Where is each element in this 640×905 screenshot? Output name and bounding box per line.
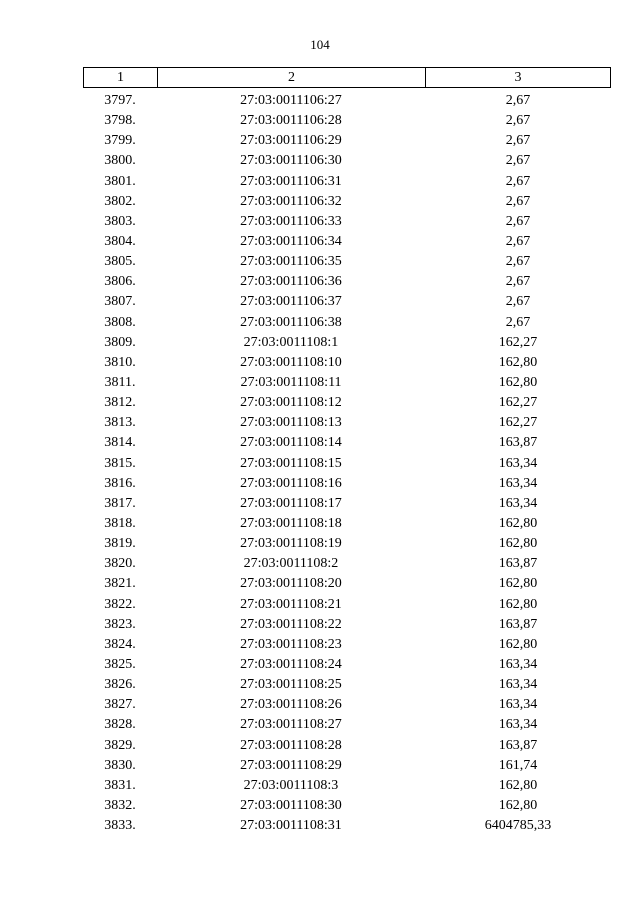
column-header-2: 2 [158,68,426,87]
row-value: 2,67 [505,314,531,330]
row-value: 162,80 [498,797,538,813]
row-value: 163,34 [498,495,538,511]
row-number: 3798. [104,113,136,129]
table-row [83,715,611,735]
row-value: 163,34 [498,656,538,672]
cadastral-number: 27:03:0011108:15 [240,455,342,471]
row-value: 162,80 [498,636,538,652]
cadastral-number: 27:03:0011108:21 [240,596,342,612]
row-value: 163,34 [498,475,538,491]
row-number: 3827. [104,697,136,713]
table-row [83,796,611,816]
table-row [83,212,611,232]
row-number: 3805. [104,254,136,270]
cadastral-number: 27:03:0011106:37 [240,294,342,310]
row-number: 3807. [104,294,136,310]
row-value: 163,34 [498,455,538,471]
table-row [83,91,611,111]
table-row [83,454,611,474]
table-row [83,695,611,715]
table-row [83,494,611,514]
row-number: 3802. [104,193,136,209]
row-value: 2,67 [505,193,531,209]
table-body [83,91,611,836]
cadastral-number: 27:03:0011108:19 [240,536,342,552]
row-value: 2,67 [505,294,531,310]
column-header-1: 1 [84,68,158,87]
row-number: 3825. [104,656,136,672]
row-value: 163,34 [498,697,538,713]
cadastral-number: 27:03:0011108:22 [240,616,342,632]
table-row [83,252,611,272]
row-number: 3823. [104,616,136,632]
cadastral-number: 27:03:0011108:11 [240,374,342,390]
row-number: 3826. [104,677,136,693]
table-row [83,131,611,151]
row-value: 162,27 [498,395,538,411]
table-row [83,514,611,534]
row-number: 3804. [104,233,136,249]
table-row [83,756,611,776]
row-value: 2,67 [505,153,531,169]
table-row [83,474,611,494]
cadastral-number: 27:03:0011108:26 [240,697,342,713]
table-row [83,595,611,615]
cadastral-number: 27:03:0011108:25 [240,677,342,693]
cadastral-number: 27:03:0011108:28 [240,737,342,753]
table-row [83,816,611,836]
row-value: 162,27 [498,415,538,431]
row-number: 3810. [104,354,136,370]
cadastral-number: 27:03:0011108:18 [240,515,342,531]
row-number: 3809. [104,334,136,350]
row-value: 162,80 [498,374,538,390]
row-value: 162,27 [498,334,538,350]
cadastral-number: 27:03:0011108:13 [240,415,342,431]
table-row [83,615,611,635]
table-row [83,313,611,333]
row-number: 3800. [104,153,136,169]
table-header [83,67,611,88]
cadastral-number: 27:03:0011108:2 [243,556,339,572]
row-value: 161,74 [498,757,538,773]
cadastral-number: 27:03:0011108:1 [243,334,339,350]
row-value: 2,67 [505,173,531,189]
row-number: 3828. [104,717,136,733]
row-number: 3806. [104,274,136,290]
table-row [83,353,611,373]
cadastral-number: 27:03:0011106:36 [240,274,342,290]
table-row [83,675,611,695]
row-number: 3811. [104,374,136,390]
row-value: 163,87 [498,556,538,572]
cadastral-number: 27:03:0011108:24 [240,656,342,672]
cadastral-number: 27:03:0011106:28 [240,113,342,129]
row-value: 6404785,33 [484,818,552,834]
cadastral-number: 27:03:0011108:3 [243,777,339,793]
cadastral-number: 27:03:0011108:16 [240,475,342,491]
row-value: 162,80 [498,576,538,592]
cadastral-number: 27:03:0011108:12 [240,395,342,411]
cadastral-number: 27:03:0011106:35 [240,254,342,270]
row-value: 2,67 [505,93,531,108]
row-value: 2,67 [505,233,531,249]
row-number: 3818. [104,515,136,531]
row-number: 3820. [104,556,136,572]
row-number: 3817. [104,495,136,511]
column-header-3: 3 [514,70,522,85]
row-number: 3815. [104,455,136,471]
row-value: 162,80 [498,354,538,370]
cadastral-number: 27:03:0011108:31 [240,818,342,834]
row-number: 3829. [104,737,136,753]
row-number: 3799. [104,133,136,149]
row-number: 3803. [104,213,136,229]
row-value: 162,80 [498,777,538,793]
table-row [83,413,611,433]
cadastral-number: 27:03:0011108:10 [240,354,342,370]
row-number: 3813. [104,415,136,431]
table-row [83,172,611,192]
row-number: 3821. [104,576,136,592]
row-value: 2,67 [505,213,531,229]
cadastral-number: 27:03:0011106:29 [240,133,342,149]
table-row [83,192,611,212]
table-row [83,272,611,292]
cadastral-number: 27:03:0011106:33 [240,213,342,229]
table-row [83,736,611,756]
row-value: 2,67 [505,133,531,149]
row-number: 3816. [104,475,136,491]
row-number: 3824. [104,636,136,652]
row-number: 3832. [104,797,136,813]
row-number: 3831. [104,777,136,793]
cadastral-number: 27:03:0011108:29 [240,757,342,773]
table-row [83,635,611,655]
row-number: 3822. [104,596,136,612]
row-number: 3819. [104,536,136,552]
cadastral-number: 27:03:0011108:30 [240,797,342,813]
table-row [83,292,611,312]
cadastral-number: 27:03:0011106:31 [240,173,342,189]
row-value: 2,67 [505,274,531,290]
row-number: 3801. [104,173,136,189]
row-value: 163,87 [498,616,538,632]
row-value: 162,80 [498,596,538,612]
row-value: 163,34 [498,677,538,693]
table-row [83,393,611,413]
table-row [83,373,611,393]
table-row [83,151,611,171]
row-number: 3812. [104,395,136,411]
row-number: 3808. [104,314,136,330]
row-value: 162,80 [498,536,538,552]
table-row [83,232,611,252]
table-row [83,433,611,453]
table-row [83,574,611,594]
row-number: 3814. [104,435,136,451]
table-row [83,776,611,796]
table-row [83,534,611,554]
cadastral-number: 27:03:0011108:17 [240,495,342,511]
row-number: 3797. [104,93,136,108]
cadastral-number: 27:03:0011106:38 [240,314,342,330]
cadastral-number: 27:03:0011108:14 [240,435,342,451]
table-row [83,554,611,574]
cadastral-number: 27:03:0011106:27 [240,93,342,108]
row-value: 2,67 [505,254,531,270]
table-row [83,111,611,131]
row-value: 2,67 [505,113,531,129]
page-number: 104 [310,37,330,52]
row-value: 163,87 [498,435,538,451]
cadastral-number: 27:03:0011108:27 [240,717,342,733]
table-row [83,333,611,353]
row-number: 3833. [104,818,136,834]
cadastral-number: 27:03:0011106:34 [240,233,342,249]
row-number: 3830. [104,757,136,773]
row-value: 163,87 [498,737,538,753]
table-row [83,655,611,675]
row-value: 163,34 [498,717,538,733]
cadastral-number: 27:03:0011106:32 [240,193,342,209]
cadastral-number: 27:03:0011108:23 [240,636,342,652]
cadastral-number: 27:03:0011108:20 [240,576,342,592]
cadastral-number: 27:03:0011106:30 [240,153,342,169]
row-value: 162,80 [498,515,538,531]
